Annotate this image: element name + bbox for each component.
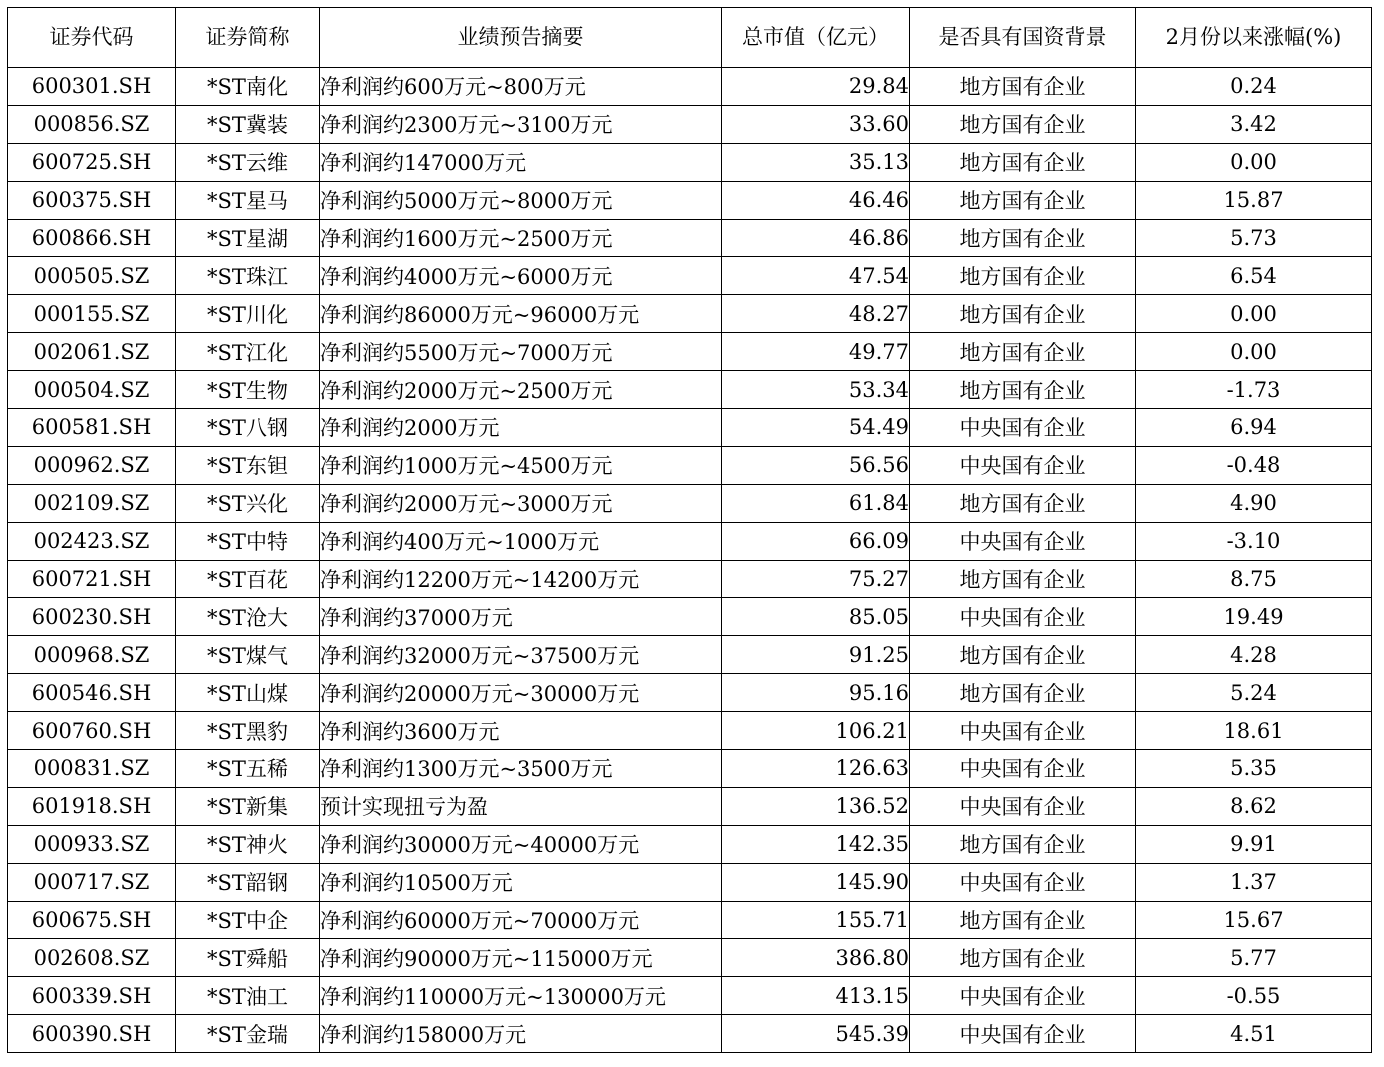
cell-name: *ST八钢 xyxy=(176,409,320,447)
cell-code: 600390.SH xyxy=(8,1015,176,1053)
cell-code: 600721.SH xyxy=(8,560,176,598)
table-row xyxy=(8,484,1372,522)
cell-summary: 净利润约2000万元 xyxy=(320,409,722,447)
cell-code: 600866.SH xyxy=(8,219,176,257)
cell-market-cap: 49.77 xyxy=(722,333,910,371)
cell-background: 地方国有企业 xyxy=(910,181,1136,219)
cell-code: 600375.SH xyxy=(8,181,176,219)
cell-market-cap: 53.34 xyxy=(722,371,910,409)
cell-background: 地方国有企业 xyxy=(910,68,1136,106)
cell-market-cap: 145.90 xyxy=(722,863,910,901)
cell-change: 0.00 xyxy=(1136,295,1372,333)
cell-change: 5.35 xyxy=(1136,750,1372,788)
header-row xyxy=(8,8,1372,68)
cell-summary: 净利润约1000万元~4500万元 xyxy=(320,446,722,484)
cell-name: *ST兴化 xyxy=(176,484,320,522)
header-name: 证券简称 xyxy=(176,8,320,68)
cell-market-cap: 142.35 xyxy=(722,825,910,863)
cell-background: 地方国有企业 xyxy=(910,560,1136,598)
cell-market-cap: 56.56 xyxy=(722,446,910,484)
cell-market-cap: 46.46 xyxy=(722,181,910,219)
cell-name: *ST黑豹 xyxy=(176,712,320,750)
cell-change: 5.73 xyxy=(1136,219,1372,257)
cell-code: 000962.SZ xyxy=(8,446,176,484)
cell-market-cap: 54.49 xyxy=(722,409,910,447)
cell-background: 地方国有企业 xyxy=(910,105,1136,143)
cell-change: 4.51 xyxy=(1136,1015,1372,1053)
cell-change: 0.24 xyxy=(1136,68,1372,106)
cell-name: *ST江化 xyxy=(176,333,320,371)
cell-code: 000933.SZ xyxy=(8,825,176,863)
cell-summary: 净利润约5000万元~8000万元 xyxy=(320,181,722,219)
cell-summary: 净利润约3600万元 xyxy=(320,712,722,750)
table-row xyxy=(8,1015,1372,1053)
cell-change: -1.73 xyxy=(1136,371,1372,409)
cell-background: 中央国有企业 xyxy=(910,409,1136,447)
cell-background: 中央国有企业 xyxy=(910,712,1136,750)
cell-name: *ST中企 xyxy=(176,901,320,939)
cell-code: 600725.SH xyxy=(8,143,176,181)
cell-market-cap: 155.71 xyxy=(722,901,910,939)
cell-background: 地方国有企业 xyxy=(910,257,1136,295)
cell-market-cap: 413.15 xyxy=(722,977,910,1015)
cell-change: 19.49 xyxy=(1136,598,1372,636)
cell-summary: 净利润约110000万元~130000万元 xyxy=(320,977,722,1015)
cell-name: *ST南化 xyxy=(176,68,320,106)
header-change: 2月份以来涨幅(%) xyxy=(1136,8,1372,68)
cell-change: -3.10 xyxy=(1136,522,1372,560)
table-row xyxy=(8,68,1372,106)
table-row xyxy=(8,712,1372,750)
cell-summary: 净利润约20000万元~30000万元 xyxy=(320,674,722,712)
cell-code: 600230.SH xyxy=(8,598,176,636)
cell-code: 000155.SZ xyxy=(8,295,176,333)
cell-change: 8.75 xyxy=(1136,560,1372,598)
cell-change: 15.67 xyxy=(1136,901,1372,939)
table-row xyxy=(8,333,1372,371)
cell-change: 18.61 xyxy=(1136,712,1372,750)
table-header xyxy=(8,8,1372,68)
cell-name: *ST云维 xyxy=(176,143,320,181)
cell-code: 600675.SH xyxy=(8,901,176,939)
table-row xyxy=(8,977,1372,1015)
cell-name: *ST五稀 xyxy=(176,750,320,788)
cell-change: 15.87 xyxy=(1136,181,1372,219)
cell-summary: 净利润约600万元~800万元 xyxy=(320,68,722,106)
table-row xyxy=(8,295,1372,333)
header-summary: 业绩预告摘要 xyxy=(320,8,722,68)
cell-code: 600760.SH xyxy=(8,712,176,750)
cell-market-cap: 47.54 xyxy=(722,257,910,295)
cell-background: 中央国有企业 xyxy=(910,522,1136,560)
cell-background: 地方国有企业 xyxy=(910,371,1136,409)
cell-background: 地方国有企业 xyxy=(910,674,1136,712)
table-row xyxy=(8,636,1372,674)
cell-name: *ST中特 xyxy=(176,522,320,560)
table-body xyxy=(8,68,1372,1053)
cell-code: 601918.SH xyxy=(8,787,176,825)
table-row xyxy=(8,901,1372,939)
cell-name: *ST川化 xyxy=(176,295,320,333)
cell-market-cap: 29.84 xyxy=(722,68,910,106)
cell-name: *ST煤气 xyxy=(176,636,320,674)
cell-change: 1.37 xyxy=(1136,863,1372,901)
cell-summary: 净利润约400万元~1000万元 xyxy=(320,522,722,560)
cell-name: *ST沧大 xyxy=(176,598,320,636)
cell-name: *ST新集 xyxy=(176,787,320,825)
data-table xyxy=(7,7,1372,1053)
cell-change: 6.54 xyxy=(1136,257,1372,295)
cell-summary: 净利润约10500万元 xyxy=(320,863,722,901)
cell-change: 6.94 xyxy=(1136,409,1372,447)
cell-summary: 净利润约2000万元~3000万元 xyxy=(320,484,722,522)
cell-name: *ST油工 xyxy=(176,977,320,1015)
cell-market-cap: 95.16 xyxy=(722,674,910,712)
cell-background: 地方国有企业 xyxy=(910,484,1136,522)
cell-name: *ST百花 xyxy=(176,560,320,598)
cell-code: 600546.SH xyxy=(8,674,176,712)
cell-background: 地方国有企业 xyxy=(910,636,1136,674)
cell-summary: 净利润约37000万元 xyxy=(320,598,722,636)
table-row xyxy=(8,750,1372,788)
cell-name: *ST星马 xyxy=(176,181,320,219)
table-row xyxy=(8,863,1372,901)
table-row xyxy=(8,787,1372,825)
cell-summary: 净利润约5500万元~7000万元 xyxy=(320,333,722,371)
cell-code: 600339.SH xyxy=(8,977,176,1015)
cell-background: 中央国有企业 xyxy=(910,446,1136,484)
cell-code: 000717.SZ xyxy=(8,863,176,901)
cell-name: *ST星湖 xyxy=(176,219,320,257)
cell-code: 600301.SH xyxy=(8,68,176,106)
cell-summary: 净利润约12200万元~14200万元 xyxy=(320,560,722,598)
cell-summary: 净利润约147000万元 xyxy=(320,143,722,181)
cell-change: 0.00 xyxy=(1136,333,1372,371)
cell-summary: 净利润约60000万元~70000万元 xyxy=(320,901,722,939)
table-row xyxy=(8,409,1372,447)
cell-code: 600581.SH xyxy=(8,409,176,447)
cell-background: 地方国有企业 xyxy=(910,333,1136,371)
cell-market-cap: 545.39 xyxy=(722,1015,910,1053)
cell-change: -0.55 xyxy=(1136,977,1372,1015)
table-row xyxy=(8,522,1372,560)
table-row xyxy=(8,219,1372,257)
table-row xyxy=(8,105,1372,143)
cell-name: *ST珠江 xyxy=(176,257,320,295)
cell-code: 000505.SZ xyxy=(8,257,176,295)
cell-market-cap: 46.86 xyxy=(722,219,910,257)
cell-name: *ST金瑞 xyxy=(176,1015,320,1053)
cell-summary: 净利润约90000万元~115000万元 xyxy=(320,939,722,977)
cell-code: 000831.SZ xyxy=(8,750,176,788)
table-row xyxy=(8,560,1372,598)
cell-market-cap: 66.09 xyxy=(722,522,910,560)
cell-background: 地方国有企业 xyxy=(910,825,1136,863)
cell-change: 4.90 xyxy=(1136,484,1372,522)
cell-code: 002608.SZ xyxy=(8,939,176,977)
cell-background: 中央国有企业 xyxy=(910,598,1136,636)
table-row xyxy=(8,257,1372,295)
table-row xyxy=(8,825,1372,863)
cell-market-cap: 33.60 xyxy=(722,105,910,143)
cell-background: 地方国有企业 xyxy=(910,295,1136,333)
cell-name: *ST神火 xyxy=(176,825,320,863)
cell-market-cap: 35.13 xyxy=(722,143,910,181)
header-code: 证券代码 xyxy=(8,8,176,68)
cell-code: 002423.SZ xyxy=(8,522,176,560)
cell-change: 0.00 xyxy=(1136,143,1372,181)
cell-background: 中央国有企业 xyxy=(910,977,1136,1015)
cell-summary: 净利润约30000万元~40000万元 xyxy=(320,825,722,863)
header-market-cap: 总市值（亿元） xyxy=(722,8,910,68)
cell-name: *ST舜船 xyxy=(176,939,320,977)
cell-market-cap: 75.27 xyxy=(722,560,910,598)
table-row xyxy=(8,674,1372,712)
cell-background: 中央国有企业 xyxy=(910,787,1136,825)
cell-name: *ST山煤 xyxy=(176,674,320,712)
cell-code: 002109.SZ xyxy=(8,484,176,522)
cell-market-cap: 61.84 xyxy=(722,484,910,522)
cell-summary: 净利润约2300万元~3100万元 xyxy=(320,105,722,143)
cell-market-cap: 126.63 xyxy=(722,750,910,788)
cell-change: 8.62 xyxy=(1136,787,1372,825)
table-row xyxy=(8,939,1372,977)
header-background: 是否具有国资背景 xyxy=(910,8,1136,68)
cell-background: 中央国有企业 xyxy=(910,863,1136,901)
cell-change: 5.77 xyxy=(1136,939,1372,977)
cell-background: 地方国有企业 xyxy=(910,219,1136,257)
cell-change: 3.42 xyxy=(1136,105,1372,143)
cell-background: 中央国有企业 xyxy=(910,750,1136,788)
cell-summary: 净利润约1300万元~3500万元 xyxy=(320,750,722,788)
table-row xyxy=(8,371,1372,409)
cell-code: 000968.SZ xyxy=(8,636,176,674)
cell-market-cap: 386.80 xyxy=(722,939,910,977)
cell-summary: 净利润约158000万元 xyxy=(320,1015,722,1053)
cell-market-cap: 136.52 xyxy=(722,787,910,825)
cell-background: 地方国有企业 xyxy=(910,143,1136,181)
cell-code: 000504.SZ xyxy=(8,371,176,409)
cell-summary: 净利润约86000万元~96000万元 xyxy=(320,295,722,333)
cell-change: 9.91 xyxy=(1136,825,1372,863)
table-row xyxy=(8,598,1372,636)
cell-market-cap: 85.05 xyxy=(722,598,910,636)
cell-name: *ST东钽 xyxy=(176,446,320,484)
table-row xyxy=(8,446,1372,484)
table-row xyxy=(8,181,1372,219)
cell-change: 4.28 xyxy=(1136,636,1372,674)
cell-name: *ST韶钢 xyxy=(176,863,320,901)
cell-code: 002061.SZ xyxy=(8,333,176,371)
cell-background: 地方国有企业 xyxy=(910,901,1136,939)
cell-market-cap: 48.27 xyxy=(722,295,910,333)
cell-change: -0.48 xyxy=(1136,446,1372,484)
cell-name: *ST生物 xyxy=(176,371,320,409)
cell-summary: 净利润约1600万元~2500万元 xyxy=(320,219,722,257)
cell-summary: 净利润约32000万元~37500万元 xyxy=(320,636,722,674)
cell-summary: 净利润约4000万元~6000万元 xyxy=(320,257,722,295)
cell-summary: 净利润约2000万元~2500万元 xyxy=(320,371,722,409)
cell-code: 000856.SZ xyxy=(8,105,176,143)
cell-market-cap: 106.21 xyxy=(722,712,910,750)
cell-summary: 预计实现扭亏为盈 xyxy=(320,787,722,825)
cell-market-cap: 91.25 xyxy=(722,636,910,674)
table-row xyxy=(8,143,1372,181)
cell-name: *ST冀装 xyxy=(176,105,320,143)
cell-background: 地方国有企业 xyxy=(910,939,1136,977)
cell-change: 5.24 xyxy=(1136,674,1372,712)
cell-background: 中央国有企业 xyxy=(910,1015,1136,1053)
